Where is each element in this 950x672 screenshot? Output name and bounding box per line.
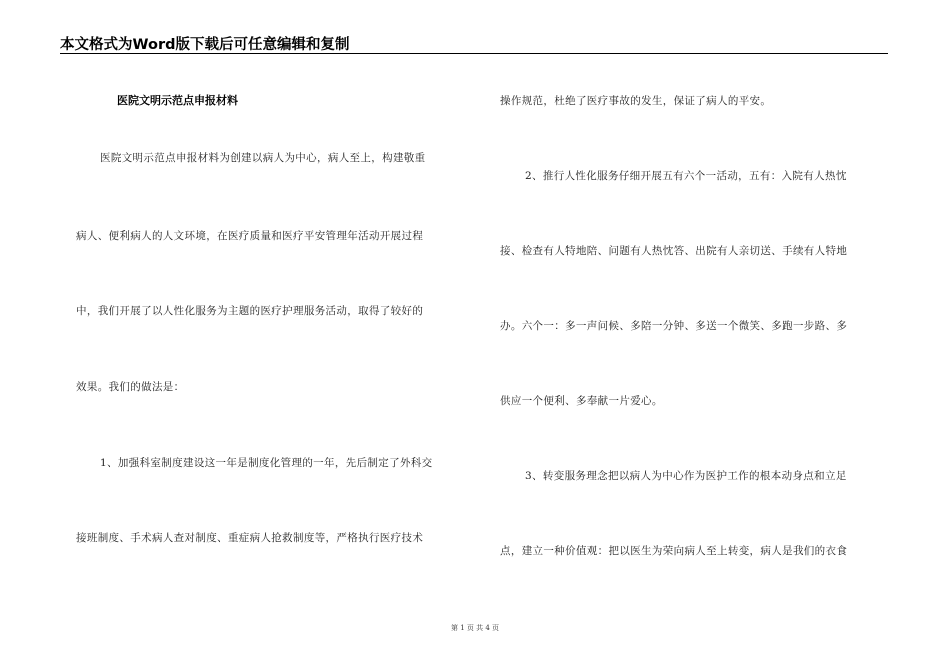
- paragraph-line: 效果。我们的做法是：: [76, 381, 185, 393]
- paragraph-line: 医院文明示范点申报材料为创建以病人为中心，病人至上，构建敬重: [100, 152, 426, 164]
- document-title: 医院文明示范点申报材料: [117, 94, 238, 107]
- paragraph-line: 供应一个便利、多奉献一片爱心。: [500, 395, 663, 407]
- paragraph-line: 办。六个一：多一声问候、多陪一分钟、多送一个微笑、多跑一步路、多: [500, 320, 848, 332]
- header-divider: [60, 53, 888, 54]
- paragraph-line: 操作规范，杜绝了医疗事故的发生，保证了病人的平安。: [500, 95, 772, 107]
- paragraph-line: 2、推行人性化服务仔细开展五有六个一活动，五有：入院有人热忱: [525, 170, 847, 182]
- paragraph-line: 3、转变服务理念把以病人为中心作为医护工作的根本动身点和立足: [525, 470, 847, 482]
- page-header: 本文格式为Word版下载后可任意编辑和复制: [60, 37, 350, 53]
- paragraph-line: 接、检查有人特地陪、问题有人热忱答、出院有人亲切送、手续有人特地: [500, 245, 848, 257]
- paragraph-line: 接班制度、手术病人查对制度、重症病人抢救制度等，严格执行医疗技术: [76, 532, 424, 544]
- paragraph-line: 中，我们开展了以人性化服务为主题的医疗护理服务活动，取得了较好的: [76, 305, 424, 317]
- page-number-footer: 第 1 页 共 4 页: [450, 624, 500, 632]
- paragraph-line: 点，建立一种价值观：把以医生为荣向病人至上转变，病人是我们的衣食: [500, 545, 848, 557]
- paragraph-line: 1、加强科室制度建设这一年是制度化管理的一年，先后制定了外科交: [100, 457, 433, 469]
- paragraph-line: 病人、便利病人的人文环境，在医疗质量和医疗平安管理年活动开展过程: [76, 230, 424, 242]
